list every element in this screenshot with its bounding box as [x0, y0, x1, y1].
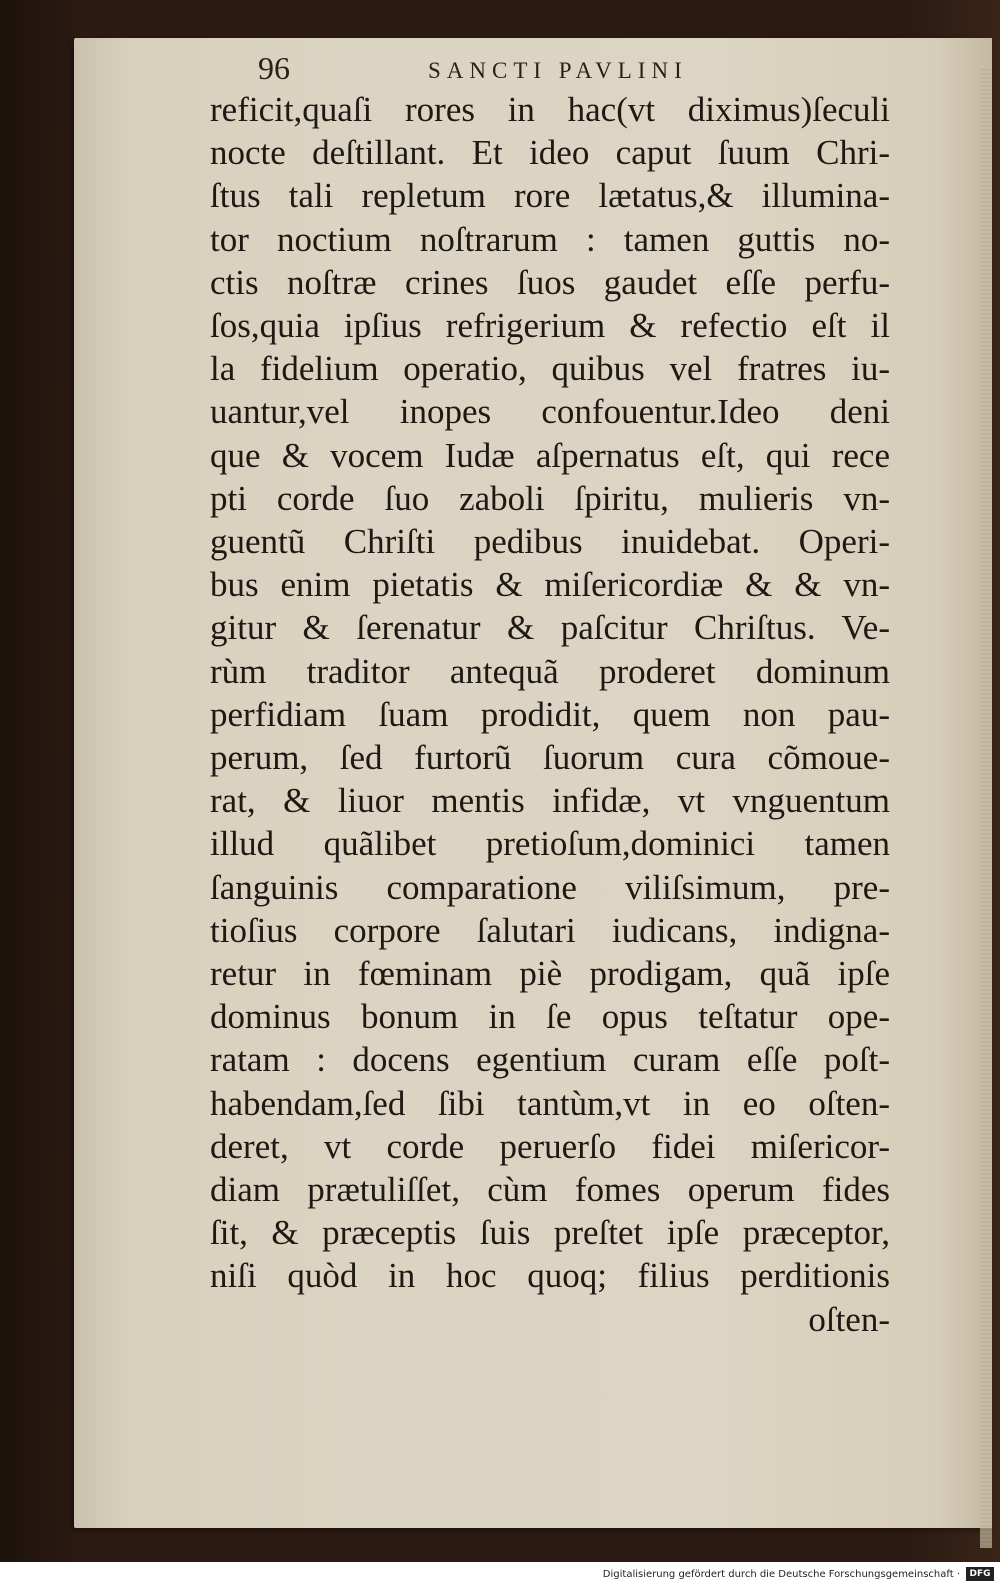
text-line: rùm traditor antequã proderet dominum [210, 651, 890, 691]
page-edge [980, 68, 992, 1548]
text-line: ſanguinis comparatione viliſsimum, pre- [210, 867, 890, 907]
text-line: que & vocem Iudæ aſpernatus eſt, qui rece [210, 435, 890, 475]
text-line: uantur,vel inopes confouentur.Ideo deni [210, 392, 890, 432]
body-text [210, 88, 890, 1341]
text-line: guentũ Chriſti pedibus inuidebat. Operi- [210, 522, 890, 562]
text-line: tioſius corpore ſalutari iudicans, indigna- [210, 910, 890, 950]
text-line: la fidelium operatio, quibus vel fratres iu- [210, 349, 890, 389]
dfg-logo-icon: DFG [966, 1567, 994, 1581]
text-line: tor noctium noſtrarum : tamen guttis no- [210, 219, 890, 259]
running-head [258, 52, 798, 92]
text-line: retur in fœminam piè prodigam, quã ipſe [210, 954, 890, 994]
text-line: rat, & liuor mentis infidæ, vt vnguentum [210, 781, 890, 821]
text-line: habendam,ſed ſibi tantùm,vt in eo oſten- [210, 1083, 890, 1123]
catchword: oſten- [808, 1299, 890, 1339]
text-line: perfidiam ſuam prodidit, quem non pau- [210, 694, 890, 734]
running-title: SANCTI PAVLINI [428, 58, 688, 83]
footer-bar [0, 1562, 1000, 1584]
text-line: nocte deſtillant. Et ideo caput ſuum Chri- [210, 133, 890, 173]
text-line: niſi quòd in hoc quoq; filius perditionis [210, 1256, 890, 1296]
text-line: dominus bonum in ſe opus teſtatur ope- [210, 997, 890, 1037]
page-number: 96 [258, 50, 290, 86]
text-line: pti corde ſuo zaboli ſpiritu, mulieris vn- [210, 478, 890, 518]
text-line: reficit,quaſi rores in hac(vt diximus)ſeculi [210, 90, 890, 129]
text-line: ſos,quia ipſius refrigerium & refectio eſt il [210, 306, 890, 346]
text-line: illud quãlibet pretioſum,dominici tamen [210, 824, 890, 864]
text-line: perum, ſed furtorũ ſuorum cura cõmoue- [210, 738, 890, 778]
text-line: diam prætuliſſet, cùm fomes operum fides [210, 1170, 890, 1210]
text-line: ſit, & præceptis ſuis preſtet ipſe præceptor, [210, 1213, 890, 1253]
text-line: ſtus tali repletum rore lætatus,& illumina- [210, 176, 890, 216]
text-line: ratam : docens egentium curam eſſe poſt- [210, 1040, 890, 1080]
text-line: deret, vt corde peruerſo fidei miſericor- [210, 1126, 890, 1166]
funding-credit: Digitalisierung gefördert durch die Deutsche Forschungsgemeinschaft · [602, 1569, 960, 1580]
text-line: bus enim pietatis & miſericordiæ & & vn- [210, 565, 890, 605]
text-line: ctis noſtræ crines ſuos gaudet eſſe perfu- [210, 262, 890, 302]
text-line: gitur & ſerenatur & paſcitur Chriſtus. Ve- [210, 608, 890, 648]
